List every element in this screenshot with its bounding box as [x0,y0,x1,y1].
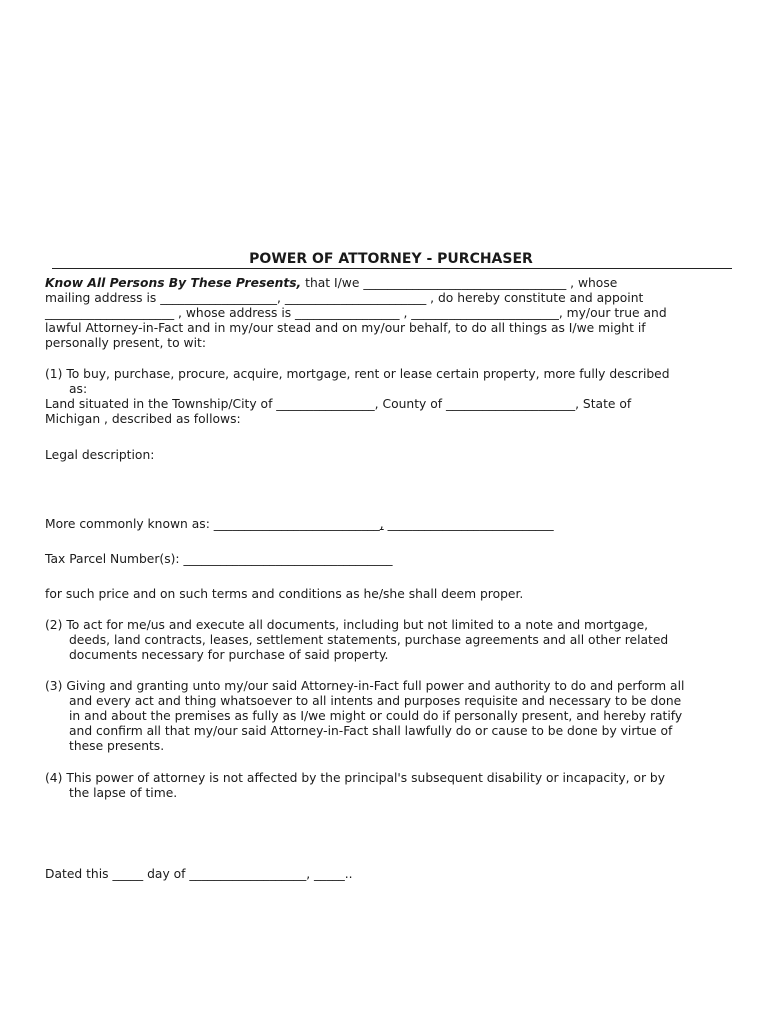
item-1-line-4: Michigan , described as follows: [45,412,241,426]
document-title: POWER OF ATTORNEY - PURCHASER [249,251,533,267]
item-1-line-1: (1) To buy, purchase, procure, acquire, mortgage, rent or lease certain property, more fully described [45,367,670,381]
intro-line-2: mailing address is ___________________, _______________________ , do hereby constitute and appoint [45,291,644,305]
dated-line: Dated this _____ day of ___________________, _____.. [45,867,353,881]
intro-line-4: lawful Attorney-in-Fact and in my/our stead and on my/our behalf, to do all things as I/we might if [45,321,646,335]
item-2-line-3: documents necessary for purchase of said property. [69,648,389,662]
intro-line-3: _____________________ , whose address is _________________ , ________________________, my/our true and [45,306,667,320]
commonly-known-as-blank-1: ___________________________ [213,517,380,531]
commonly-known-as-line [45,517,554,532]
intro-line-1-rest: that I/we _________________________________ , whose [301,276,618,290]
tax-parcel-line: Tax Parcel Number(s): __________________________________ [45,552,393,566]
item-4-line-1: (4) This power of attorney is not affected by the principal's subsequent disability or incapacity, or by [45,771,666,785]
item-1-line-2: as: [69,382,88,396]
commonly-known-as-label: More commonly known as: [45,517,214,531]
price-terms-line: for such price and on such terms and conditions as he/she shall deem proper. [45,587,524,601]
title-rule [52,268,732,269]
item-4-line-2: the lapse of time. [69,786,178,800]
item-3-line-2: and every act and thing whatsoever to all intents and purposes requisite and necessary to be done [69,694,682,708]
commonly-known-as-blank-2: ___________________________ [383,517,554,531]
intro-line-1 [45,276,617,291]
intro-line-5: personally present, to wit: [45,336,206,350]
item-1-line-3: Land situated in the Township/City of ________________, County of _____________________, State of [45,397,632,411]
item-2-line-2: deeds, land contracts, leases, settlement statements, purchase agreements and all other related [69,633,669,647]
legal-description-label: Legal description: [45,448,155,462]
item-3-line-1: (3) Giving and granting unto my/our said Attorney-in-Fact full power and authority to do and perform all [45,679,685,693]
item-2-line-1: (2) To act for me/us and execute all documents, including but not limited to a note and mortgage, [45,618,649,632]
item-3-line-3: in and about the premises as fully as I/we might or could do if personally present, and hereby ratify [69,709,683,723]
commonly-known-as-comma: , [379,517,384,531]
intro-lead: Know All Persons By These Presents, [45,276,302,290]
item-3-line-5: these presents. [69,739,165,753]
item-3-line-4: and confirm all that my/our said Attorney-in-Fact shall lawfully do or cause to be done by virtue of [69,724,673,738]
